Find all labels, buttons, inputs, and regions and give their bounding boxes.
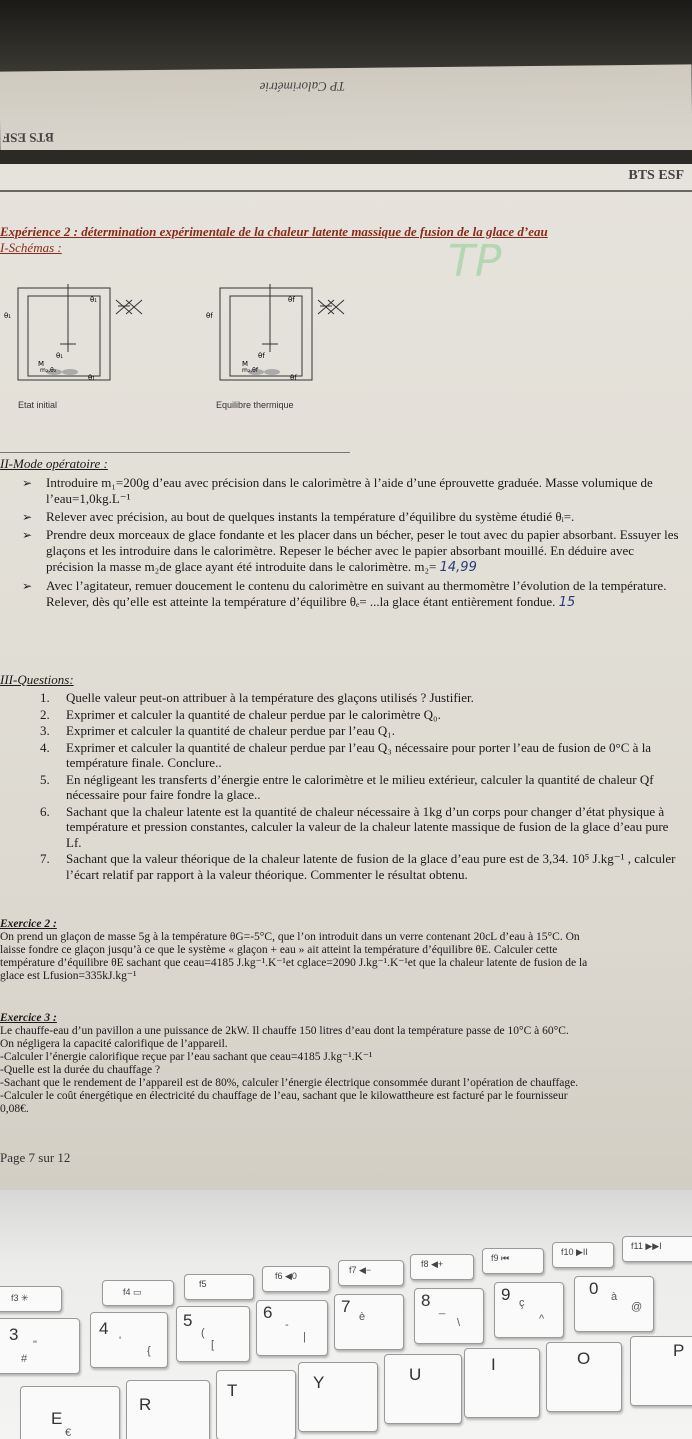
question-text: Exprimer et calculer la quantité de chaleur perdue par le calorimètre Q₀. xyxy=(66,706,441,722)
key-altlabel: | xyxy=(303,1331,306,1343)
exercise-3-line: -Quelle est la durée du chauffage ? xyxy=(0,1064,161,1076)
exercise-2 xyxy=(0,918,692,983)
key-label: f6 ◀0 xyxy=(275,1271,297,1281)
exercise-2-line: glace est Lfusion=335kJ.kg⁻¹ xyxy=(0,970,137,982)
svg-text:θ₁: θ₁ xyxy=(88,374,96,382)
key-altlabel: [ xyxy=(211,1339,215,1351)
key-f5[interactable] xyxy=(184,1274,254,1300)
key-t[interactable] xyxy=(216,1370,296,1439)
key-label: 6 xyxy=(263,1303,273,1322)
svg-text:θf: θf xyxy=(206,312,213,320)
svg-text:M: M xyxy=(38,360,45,368)
question-number: 2. xyxy=(40,706,50,722)
key-label: E xyxy=(51,1409,63,1428)
key-altlabel: \ xyxy=(457,1317,461,1329)
mode-list xyxy=(22,475,684,613)
svg-text:θf: θf xyxy=(290,374,297,382)
schemas-heading: I-Schémas : xyxy=(0,240,62,255)
key-f9[interactable] xyxy=(482,1248,544,1274)
mode-item-text: Avec l’agitateur, remuer doucement le contenu du calorimètre en suivant au thermomètre l’évolution de la température. Relever, dès qu’elle est atteinte la température d’équilibre θₑ= ...la glace étant entièrement fondue. xyxy=(46,578,667,609)
key-f6[interactable] xyxy=(262,1266,330,1292)
mode-item xyxy=(22,475,684,507)
question-item xyxy=(40,772,680,803)
mode-item xyxy=(22,527,684,576)
calorimeter-diagram-equilibrium xyxy=(206,280,366,390)
question-number: 6. xyxy=(40,803,50,819)
svg-text:θ₁: θ₁ xyxy=(56,352,64,360)
svg-text:m₂,θ₂: m₂,θ₂ xyxy=(40,367,57,374)
background-top xyxy=(0,0,692,72)
key-label: 0 xyxy=(589,1279,599,1298)
question-text: Exprimer et calculer la quantité de chaleur perdue par l’eau Q₃ nécessaire pour porter l’eau de fusion de 0°C à la température finale. Conclure.. xyxy=(66,739,652,770)
question-item xyxy=(40,707,680,723)
key-label: f10 ▶II xyxy=(561,1247,588,1257)
key-y[interactable] xyxy=(298,1362,378,1432)
key-label: T xyxy=(227,1381,238,1400)
mode-item xyxy=(22,509,684,525)
laptop-keyboard xyxy=(0,1190,692,1439)
experiment-title: Expérience 2 : détermination expérimentale de la chaleur latente massique de fusion de la glace d’eau xyxy=(0,224,548,239)
key-altlabel: € xyxy=(65,1427,72,1439)
key-label: f9 ⏮ xyxy=(491,1253,510,1263)
mirror-course: BTS ESF xyxy=(2,130,54,146)
exercise-3-line: -Calculer le coût énergétique en électricité du chauffage de l’eau, sachant que le kilowattheure est facturé par le fournisseur xyxy=(0,1090,568,1102)
key-label: f8 ◀+ xyxy=(421,1259,444,1269)
question-item xyxy=(40,851,680,882)
page-number: Page 7 sur 12 xyxy=(0,1150,71,1165)
key-label: O xyxy=(577,1349,591,1368)
calorimeter-diagram-initial xyxy=(4,280,164,390)
key-u[interactable] xyxy=(384,1354,462,1424)
key-label: P xyxy=(673,1341,685,1360)
key-f4[interactable] xyxy=(102,1280,174,1306)
exercise-3-line: -Calculer l’énergie calorifique reçue par l’eau sachant que ceau=4185 J.kg⁻¹.K⁻¹ xyxy=(0,1051,373,1063)
key-6[interactable] xyxy=(256,1300,328,1356)
question-item xyxy=(40,740,680,771)
exercise-3-title: Exercice 3 : xyxy=(0,1012,57,1024)
exercise-2-line: laisse fondre ce glaçon jusqu’à ce que le système « glaçon + eau » ait atteint la température d’équilibre θE. Calculer cette xyxy=(0,944,558,956)
question-number: 7. xyxy=(40,851,50,866)
key-label: f11 ▶▶I xyxy=(631,1241,662,1251)
svg-text:m₂,θf: m₂,θf xyxy=(242,367,258,374)
key-sublabel: è xyxy=(359,1311,366,1323)
schema-equilibrium xyxy=(206,280,366,395)
handwritten-theta: 15 xyxy=(558,595,576,610)
key-p[interactable] xyxy=(630,1336,692,1406)
key-sublabel: " xyxy=(33,1339,37,1351)
key-5[interactable] xyxy=(176,1306,250,1362)
questions-heading: III-Questions: xyxy=(0,672,74,687)
key-8[interactable] xyxy=(414,1288,484,1344)
mode-item-text: Relever avec précision, au bout de quelques instants la température d’équilibre du système étudié θᵢ=. xyxy=(46,509,575,524)
section-rule xyxy=(0,452,350,453)
key-sublabel: à xyxy=(611,1291,618,1303)
question-text: Sachant que la valeur théorique de la chaleur latente de fusion de la glace d’eau pure est de 3,34. 10⁵ J.kg⁻¹ , calculer l’écart relatif par rapport à la valeur théorique. Commenter le résultat obtenu. xyxy=(66,851,676,882)
header-bar xyxy=(0,150,692,164)
key-sublabel: _ xyxy=(439,1303,446,1315)
key-7[interactable] xyxy=(334,1294,404,1350)
question-item xyxy=(40,723,680,739)
key-9[interactable] xyxy=(494,1282,564,1338)
question-number: 5. xyxy=(40,771,50,787)
question-number: 3. xyxy=(40,723,50,738)
key-label: f5 xyxy=(199,1279,207,1289)
svg-text:θ₁: θ₁ xyxy=(90,296,98,304)
key-sublabel: ç xyxy=(519,1297,525,1309)
key-altlabel: @ xyxy=(631,1301,643,1313)
key-label: f7 ◀− xyxy=(349,1265,372,1275)
key-label: I xyxy=(491,1355,496,1374)
key-i[interactable] xyxy=(464,1348,540,1418)
schema-initial xyxy=(4,280,164,395)
question-text: Exprimer et calculer la quantité de chaleur perdue par l’eau Q₁. xyxy=(66,723,396,738)
question-text: Quelle valeur peut-on attribuer à la température des glaçons utilisés ? Justifier. xyxy=(66,690,474,705)
mode-item-text: Prendre deux morceaux de glace fondante et les placer dans un bécher, peser le tout avec du papier absorbant. Essuyer les glaçons et les introduire dans le calorimètre. Repeser le bécher avec le papier absorbant mouillé. En déduire avec précision la masse m₂de glace ayant été introduite dans le calorimètre. m₂= xyxy=(46,527,679,574)
mirror-title: TP Calorimétrie xyxy=(259,79,346,95)
handwritten-m2: 14,99 xyxy=(439,560,477,575)
svg-text:θf: θf xyxy=(258,352,265,360)
exercise-3-line: 0,08€. xyxy=(0,1103,29,1115)
key-label: 3 xyxy=(9,1325,19,1344)
mode-item-text: Introduire m₁=200g d’eau avec précision dans le calorimètre à l’aide d’une éprouvette graduée. Masse volumique de l’eau=1,0kg.L⁻¹ xyxy=(46,475,653,506)
exercise-3-line: Le chauffe-eau d’un pavillon a une puissance de 2kW. Il chauffe 150 litres d’eau dont la température passe de 10°C à 60°C. xyxy=(0,1025,569,1037)
svg-text:θf: θf xyxy=(288,296,295,304)
question-item xyxy=(40,804,680,851)
exercise-3-line: -Sachant que le rendement de l’appareil est de 80%, calculer l’énergie électrique consommée durant l’opération de chauffage. xyxy=(0,1077,579,1089)
exercise-2-line: On prend un glaçon de masse 5g à la température θG=-5°C, que l’on introduit dans un verre contenant 20cL d’eau à 15°C. On xyxy=(0,931,580,943)
key-label: U xyxy=(409,1365,422,1384)
key-altlabel: # xyxy=(21,1353,28,1365)
key-o[interactable] xyxy=(546,1342,622,1412)
key-sublabel: - xyxy=(285,1319,289,1331)
key-f8[interactable] xyxy=(410,1254,474,1280)
svg-text:θ₁: θ₁ xyxy=(4,312,12,320)
key-label: 4 xyxy=(99,1319,109,1338)
key-label: f3 ✳ xyxy=(11,1293,29,1303)
questions-list xyxy=(40,690,680,883)
caption-initial: Etat initial xyxy=(18,400,58,410)
question-number: 4. xyxy=(40,739,50,755)
key-label: f4 ▭ xyxy=(123,1287,142,1297)
header-rule xyxy=(0,190,692,192)
key-r[interactable] xyxy=(126,1380,210,1439)
key-label: 8 xyxy=(421,1291,431,1310)
question-item xyxy=(40,690,680,706)
question-text: Sachant que la chaleur latente est la quantité de chaleur nécessaire à 1kg d’un corps pour changer d’état physique à température et pression constantes, calculer la valeur de la chaleur latente massique de fusion de la glace d’eau pure Lf. xyxy=(66,803,669,850)
key-3[interactable] xyxy=(0,1318,80,1374)
exercise-3-line: On négligera la capacité calorifique de l’appareil. xyxy=(0,1038,228,1050)
question-number: 1. xyxy=(40,690,50,705)
key-sublabel: ( xyxy=(201,1327,205,1339)
course-label: BTS ESF xyxy=(628,168,684,183)
key-e[interactable] xyxy=(20,1386,120,1439)
exercise-2-line: température d’équilibre θE sachant que ceau=4185 J.kg⁻¹.K⁻¹et cglace=2090 J.kg⁻¹.K⁻¹et que la chaleur latente de fusion de la xyxy=(0,957,588,969)
key-0[interactable] xyxy=(574,1276,654,1332)
key-altlabel: { xyxy=(147,1345,151,1357)
key-f10[interactable] xyxy=(552,1242,614,1268)
key-f11[interactable] xyxy=(622,1236,692,1262)
svg-text:M: M xyxy=(242,360,249,368)
key-label: 9 xyxy=(501,1285,511,1304)
key-sublabel: ' xyxy=(119,1335,122,1347)
question-text: En négligeant les transferts d’énergie entre le calorimètre et le milieu extérieur, calculer la quantité de chaleur Qf nécessaire pour faire fondre la glace.. xyxy=(66,771,654,802)
mode-heading: II-Mode opératoire : xyxy=(0,456,108,471)
tp-stamp: TP xyxy=(448,236,502,287)
key-label: 7 xyxy=(341,1297,351,1316)
caption-equilibrium: Equilibre thermique xyxy=(216,400,294,410)
key-f7[interactable] xyxy=(338,1260,404,1286)
key-f3[interactable] xyxy=(0,1286,62,1312)
key-label: 5 xyxy=(183,1311,193,1330)
key-altlabel: ^ xyxy=(539,1313,545,1325)
exercise-2-title: Exercice 2 : xyxy=(0,918,57,930)
exercise-3 xyxy=(0,1012,692,1116)
key-label: R xyxy=(139,1395,152,1414)
key-label: Y xyxy=(313,1373,325,1392)
key-4[interactable] xyxy=(90,1312,168,1368)
mode-item xyxy=(22,578,684,611)
